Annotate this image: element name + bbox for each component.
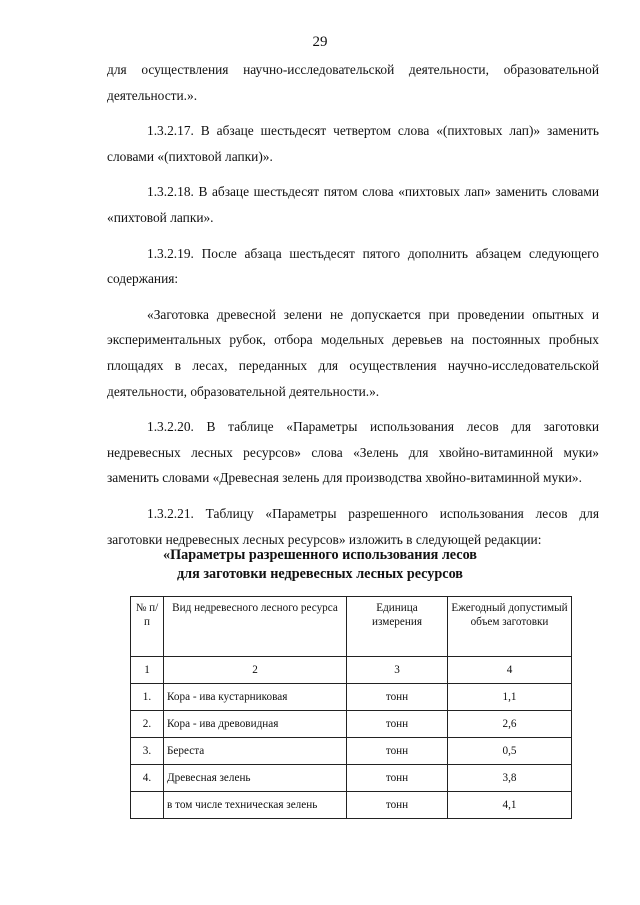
row-unit: тонн (347, 792, 448, 819)
resource-parameters-table (130, 596, 572, 819)
table-title (0, 546, 640, 584)
row-number: 4. (131, 765, 164, 792)
row-unit: тонн (347, 765, 448, 792)
row-resource-type: в том числе техническая зелень (164, 792, 347, 819)
paragraph-1-3-2-17: 1.3.2.17. В абзаце шестьдесят четвертом слова «(пихтовых лап)» заменить словами «(пихтовой лапки)». (107, 123, 599, 164)
column-number-row (131, 657, 572, 684)
row-resource-type: Береста (164, 738, 347, 765)
row-unit: тонн (347, 684, 448, 711)
row-resource-type: Кора - ива кустарниковая (164, 684, 347, 711)
column-number: 1 (131, 657, 164, 684)
table-row (131, 711, 572, 738)
table-row (131, 684, 572, 711)
header-resource-type: Вид недревесного лесного ресурса (164, 597, 347, 657)
paragraph-continuation: для осуществления научно-исследовательской деятельности, образовательной деятельности.». (107, 62, 599, 103)
row-unit: тонн (347, 711, 448, 738)
table-row (131, 738, 572, 765)
table-title-line-2: для заготовки недревесных лесных ресурсов (177, 566, 463, 582)
row-volume: 0,5 (448, 738, 572, 765)
row-number: 2. (131, 711, 164, 738)
page-number: 29 (312, 34, 328, 50)
row-resource-type: Кора - ива древовидная (164, 711, 347, 738)
row-resource-type: Древесная зелень (164, 765, 347, 792)
header-number: № п/п (131, 597, 164, 657)
column-number: 3 (347, 657, 448, 684)
header-unit: Единица измерения (347, 597, 448, 657)
row-number (131, 792, 164, 819)
table-row (131, 765, 572, 792)
table-row (131, 792, 572, 819)
row-unit: тонн (347, 738, 448, 765)
table-title-line-1: «Параметры разрешенного использования лесов (163, 547, 477, 563)
row-volume: 4,1 (448, 792, 572, 819)
row-number: 3. (131, 738, 164, 765)
paragraph-1-3-2-20: 1.3.2.20. В таблице «Параметры использования лесов для заготовки недревесных лесных ресурсов» слова «Зелень для хвойно-витаминной муки» заменить словами «Древесная зелень для производства хвойно-витаминной муки». (107, 419, 599, 486)
header-annual-volume: Ежегодный допустимый объем заготовки (448, 597, 572, 657)
paragraph-1-3-2-18: 1.3.2.18. В абзаце шестьдесят пятом слова «пихтовых лап» заменить словами «пихтовой лапки». (107, 184, 599, 225)
paragraph-1-3-2-21: 1.3.2.21. Таблицу «Параметры разрешенного использования лесов для заготовки недревесных лесных ресурсов» изложить в следующей редакции: (107, 505, 599, 547)
paragraph-quote: «Заготовка древесной зелени не допускается при проведении опытных и экспериментальных рубок, отбора модельных деревьев на постоянных пробных площадях в лесах, переданных для осуществления научно-исследовательской деятельности, образовательной деятельности.». (107, 306, 599, 399)
table-header-row (131, 597, 572, 657)
row-volume: 2,6 (448, 711, 572, 738)
row-volume: 3,8 (448, 765, 572, 792)
column-number: 4 (448, 657, 572, 684)
row-volume: 1,1 (448, 684, 572, 711)
body-text (107, 57, 599, 552)
row-number: 1. (131, 684, 164, 711)
paragraph-1-3-2-19: 1.3.2.19. После абзаца шестьдесят пятого дополнить абзацем следующего содержания: (107, 245, 599, 287)
column-number: 2 (164, 657, 347, 684)
